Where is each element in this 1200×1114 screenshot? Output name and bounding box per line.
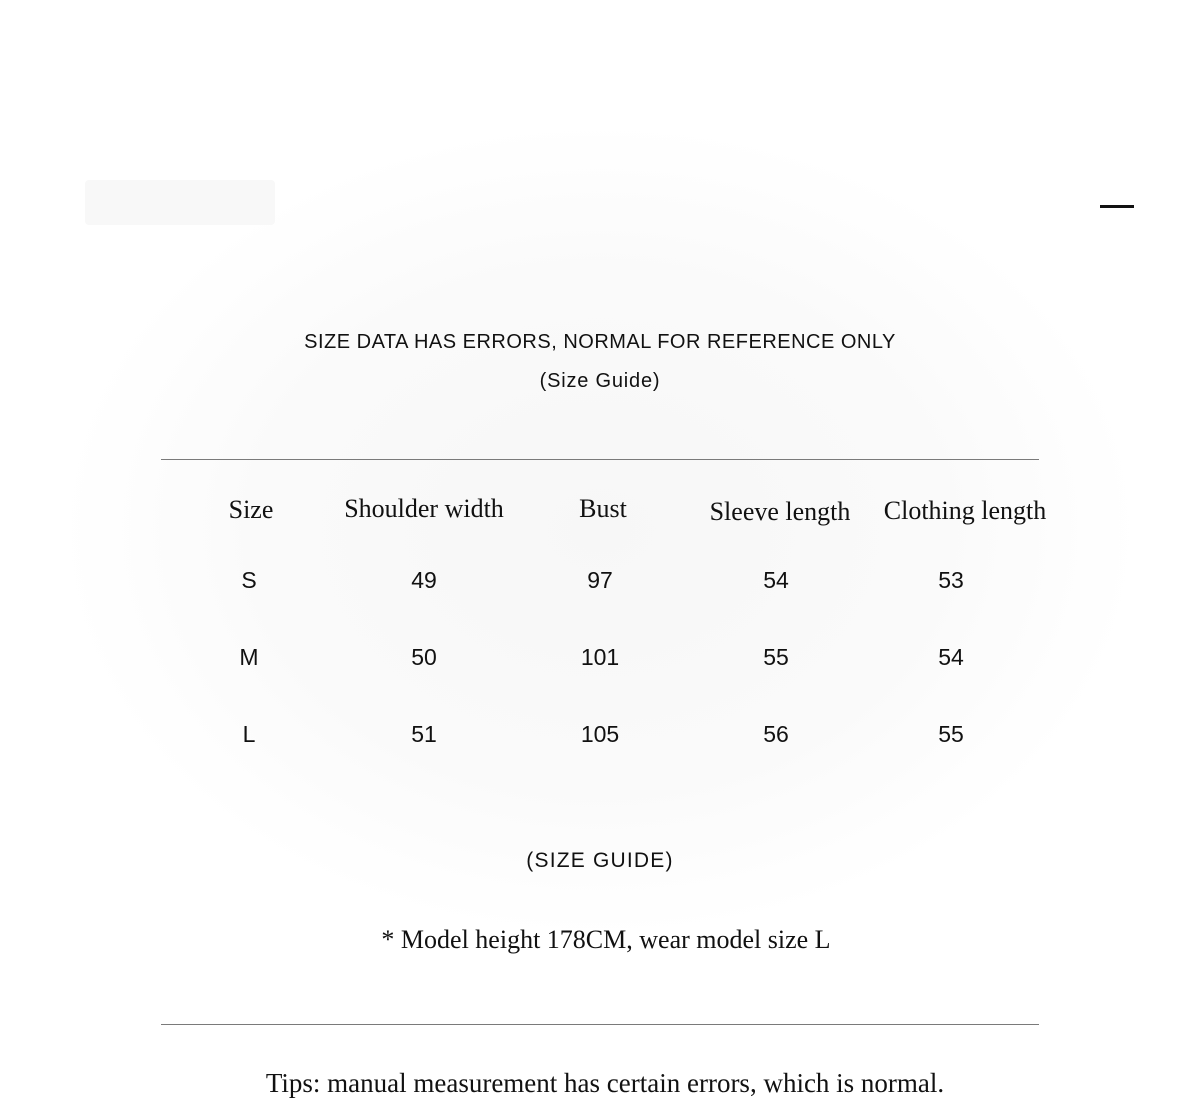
table-cell: 49 — [411, 567, 437, 593]
background-glow — [70, 130, 1130, 930]
bottom-divider — [161, 1024, 1039, 1025]
table-cell: 53 — [938, 567, 964, 593]
table-cell: 56 — [763, 721, 789, 747]
top-divider — [161, 459, 1039, 460]
tips-text: Tips: manual measurement has certain errors, which is normal. — [265, 1068, 945, 1098]
table-cell: 55 — [938, 721, 964, 747]
table-cell: 54 — [763, 567, 789, 593]
table-cell: 54 — [938, 644, 964, 670]
table-cell: L — [242, 721, 256, 747]
table-cell: 97 — [587, 567, 613, 593]
header-sleeve-length: Sleeve length — [709, 497, 851, 526]
disclaimer-text: SIZE DATA HAS ERRORS, NORMAL FOR REFERENCE ONLY — [304, 331, 896, 353]
table-cell: 51 — [411, 721, 437, 747]
blurred-watermark — [85, 180, 275, 225]
table-cell: 55 — [763, 644, 789, 670]
header-shoulder-width: Shoulder width — [344, 494, 504, 523]
header-bust: Bust — [579, 494, 627, 523]
dash-mark — [1100, 205, 1134, 208]
table-cell: M — [239, 644, 259, 670]
size-guide-subtitle: (Size Guide) — [539, 370, 661, 392]
table-cell: 101 — [580, 644, 620, 670]
table-cell: 105 — [580, 721, 620, 747]
model-note: * Model height 178CM, wear model size L — [381, 925, 831, 954]
size-guide-label: (SIZE GUIDE) — [526, 849, 674, 872]
table-cell: S — [241, 567, 257, 593]
table-cell: 50 — [411, 644, 437, 670]
header-clothing-length: Clothing length — [883, 496, 1047, 525]
header-size: Size — [228, 495, 274, 524]
